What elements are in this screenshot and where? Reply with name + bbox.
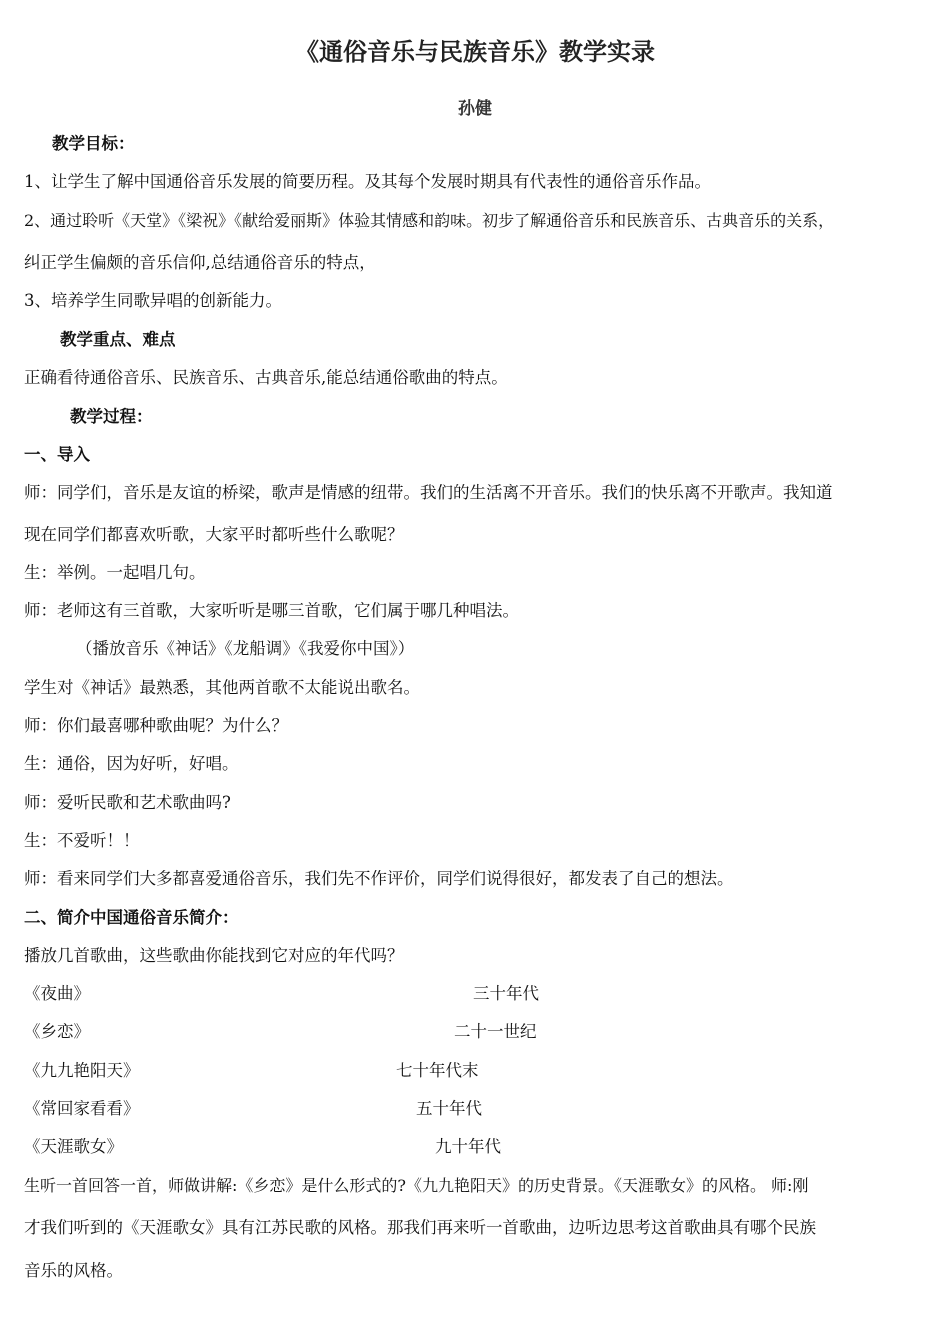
document-title: 《通俗音乐与民族音乐》教学实录 [295,38,655,66]
closing-line: 生听一首回答一首，师做讲解:《乡恋》是什么形式的?《九九艳阳天》的历史背景。《天涯歌女》的风格。 师:刚 [24,1176,809,1195]
song-title: 《九九艳阳天》 [24,1061,140,1080]
dialogue-line: 学生对《神话》最熟悉，其他两首歌不太能说出歌名。 [24,678,420,697]
song-era: 九十年代 [435,1137,501,1156]
song-era: 五十年代 [416,1099,482,1118]
dialogue-line: 师：你们最喜哪种歌曲呢？为什么？ [24,716,288,735]
section-2-intro: 播放几首歌曲，这些歌曲你能找到它对应的年代吗？ [24,946,404,965]
song-title: 《天涯歌女》 [24,1137,123,1156]
dialogue-line: 师：同学们，音乐是友谊的桥梁，歌声是情感的纽带。我们的生活离不开音乐。我们的快乐离不开歌声。我知道 [24,483,833,502]
dialogue-line: 师：爱听民歌和艺术歌曲吗? [24,793,231,812]
closing-line: 音乐的风格。 [24,1261,123,1280]
song-title: 《常回家看看》 [24,1099,140,1118]
dialogue-line: 师：老师这有三首歌，大家听听是哪三首歌，它们属于哪几种唱法。 [24,601,519,620]
music-playback-note: （播放音乐《神话》《龙船调》《我爱你中国》） [76,639,415,658]
song-era: 七十年代末 [396,1061,479,1080]
objective-item-3: 3、培养学生同歌异唱的创新能力。 [24,291,282,310]
closing-line: 才我们听到的《天涯歌女》具有江苏民歌的风格。那我们再来听一首歌曲，边听边思考这首歌曲具有哪个民族 [24,1218,816,1237]
objectives-heading: 教学目标： [52,134,135,153]
objective-item-2-cont: 纠正学生偏颇的音乐信仰,总结通俗音乐的特点， [24,253,376,272]
author-name: 孙健 [458,99,492,119]
section-1-heading: 一、导入 [24,445,90,464]
dialogue-line: 现在同学们都喜欢听歌，大家平时都听些什么歌呢？ [24,525,404,544]
objective-item-1: 1、让学生了解中国通俗音乐发展的简要历程。及其每个发展时期具有代表性的通俗音乐作品。 [24,172,711,191]
section-2-heading: 二、简介中国通俗音乐简介： [24,908,239,927]
process-heading: 教学过程： [70,407,153,426]
song-title: 《乡恋》 [24,1022,90,1041]
dialogue-line: 生：举例。一起唱几句。 [24,563,206,582]
song-era: 三十年代 [473,984,539,1003]
focus-heading: 教学重点、难点 [60,330,176,349]
objective-item-2: 2、通过聆听《天堂》《梁祝》《献给爱丽斯》体验其情感和韵味。初步了解通俗音乐和民族音乐、古典音乐的关系， [24,211,835,230]
song-era: 二十一世纪 [454,1022,537,1041]
dialogue-line: 生：通俗，因为好听，好唱。 [24,754,239,773]
dialogue-line: 师：看来同学们大多都喜爱通俗音乐，我们先不作评价，同学们说得很好，都发表了自己的想法。 [24,869,734,888]
focus-text: 正确看待通俗音乐、民族音乐、古典音乐,能总结通俗歌曲的特点。 [24,368,508,387]
dialogue-line: 生：不爱听！！ [24,831,140,850]
song-title: 《夜曲》 [24,984,90,1003]
